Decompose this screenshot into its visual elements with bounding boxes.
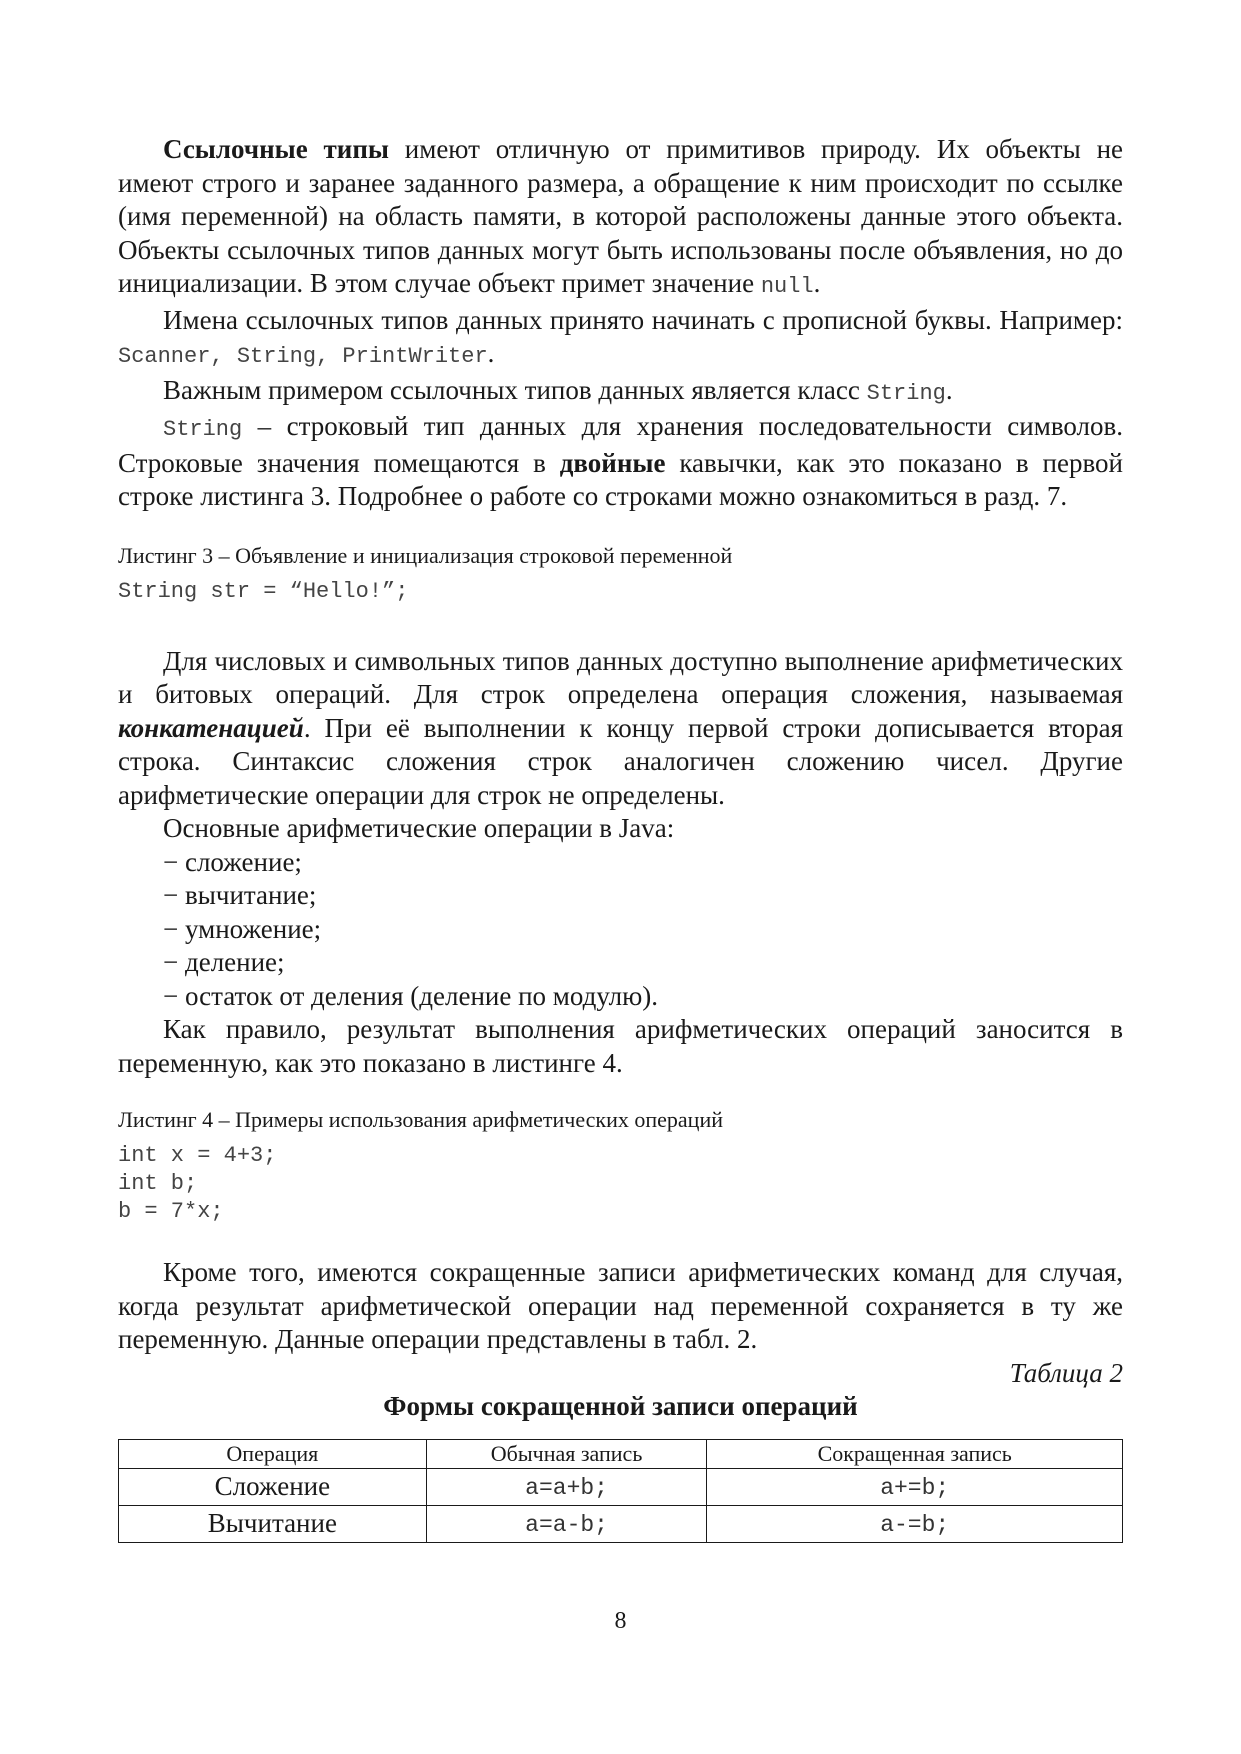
inline-code-null: null	[760, 274, 814, 299]
bold-double: двойные	[559, 447, 666, 478]
page-number: 8	[614, 1608, 627, 1634]
page-content	[118, 133, 1123, 1543]
table-label: Таблица 2	[1009, 1357, 1123, 1388]
code-cell: a=a+b;	[525, 1474, 608, 1501]
bold-term: Ссылочные типы	[163, 134, 389, 164]
inline-code-string: String	[866, 380, 946, 406]
table-row	[119, 1505, 1123, 1542]
table-cell: Вычитание	[119, 1505, 427, 1542]
list-item: − умножение;	[163, 913, 322, 944]
paragraph-reference-types: Ссылочные типы имеют отличную от примитивов природу. Их объекты не имеют строго и заранее заданного размера, а обращение к ним происходит по ссылке (имя переменной) на область памяти, в которой расположены данные этого объекта. Объекты ссылочных типов данных могут быть использованы после объявления, но до инициализации. В этом случае объект примет значение null.	[118, 134, 1123, 299]
paragraph-string-example: Важным примером ссылочных типов данных является класс String.	[163, 374, 953, 406]
table-title: Формы сокращенной записи операций	[383, 1391, 858, 1421]
inline-code-string-lead: String	[163, 417, 243, 442]
table-header-cell: Обычная запись	[426, 1439, 707, 1468]
operations-table	[118, 1439, 1123, 1543]
table-cell	[707, 1468, 1123, 1505]
list-item: − деление;	[163, 947, 285, 977]
listing-4-code: int x = 4+3; int b; b = 7*x;	[118, 1143, 277, 1224]
paragraph-operations: Для числовых и символьных типов данных доступно выполнение арифметических и битовых операций. Для строк определена операция сложения, называемая конкатенацией. При её выполнении к концу первой строки дописывается вторая строка. Синтаксис сложения строк аналогичен сложению чисел. Другие арифметические операции для строк не определены.	[118, 645, 1123, 810]
list-item: − вычитание;	[163, 880, 317, 910]
paragraph-shorthand: Кроме того, имеются сокращенные записи арифметических команд для случая, когда результат арифметической операции над переменной сохраняется в ту же переменную. Данные операции представлены в табл. 2.	[118, 1257, 1123, 1354]
table-row	[119, 1468, 1123, 1505]
table-cell	[426, 1468, 707, 1505]
paragraph-result: Как правило, результат выполнения арифметических операций заносится в переменную, как это показано в листинге 4.	[118, 1014, 1123, 1078]
table-header-cell: Операция	[119, 1439, 427, 1468]
listing-3-code: String str = “Hello!”;	[118, 578, 409, 604]
list-item: − остаток от деления (деление по модулю).	[163, 980, 659, 1011]
table-cell	[426, 1505, 707, 1542]
table-cell: Сложение	[119, 1468, 427, 1505]
list-item: − сложение;	[163, 846, 302, 877]
table-header-row	[119, 1439, 1123, 1468]
code-cell: a+=b;	[880, 1474, 950, 1501]
emphasis-concatenation: конкатенацией	[118, 712, 304, 743]
operations-intro: Основные арифметические операции в Java:	[163, 813, 675, 843]
code-cell: a-=b;	[880, 1511, 950, 1538]
paragraph-naming: Имена ссылочных типов данных принято начинать с прописной буквы. Например: Scanner, String, PrintWriter.	[118, 304, 1123, 369]
listing-3-caption: Листинг 3 – Объявление и инициализация строковой переменной	[118, 542, 733, 568]
listing-4-caption: Листинг 4 – Примеры использования арифметических операций	[118, 1107, 723, 1132]
inline-code-examples: Scanner, String, PrintWriter	[118, 344, 488, 369]
paragraph-string-description: String – строковый тип данных для хранения последовательности символов. Строковые значения помещаются в двойные кавычки, как это показано в первой строке листинга 3. Подробнее о работе со строками можно ознакомиться в разд. 7.	[118, 411, 1123, 511]
table-header-cell: Сокращенная запись	[707, 1439, 1123, 1468]
code-cell: a=a-b;	[525, 1511, 608, 1538]
table-cell	[707, 1505, 1123, 1542]
